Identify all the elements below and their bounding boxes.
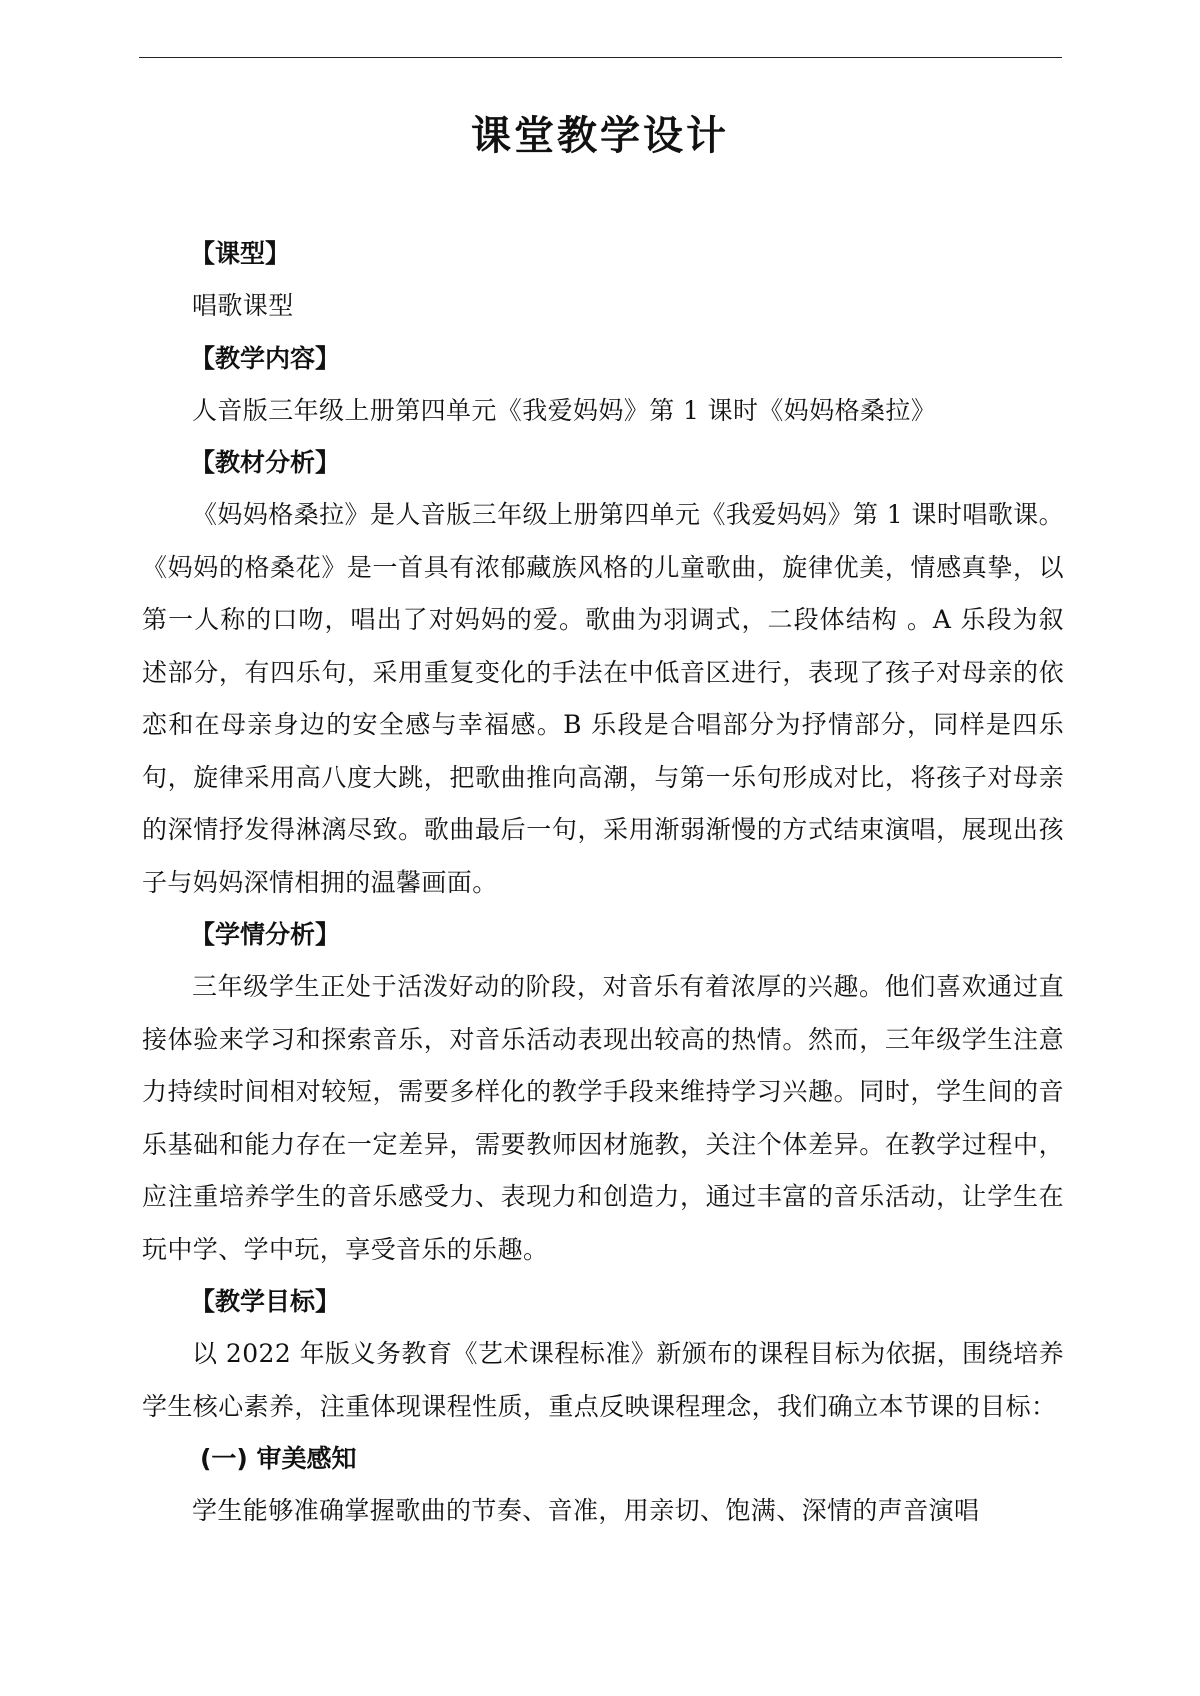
header-rule [139,57,1062,58]
subsection-heading-aesthetic-perception: (一) 审美感知 [200,1444,357,1473]
section-heading-student-analysis: 【学情分析】 [190,920,341,949]
section-body-material-analysis: 《妈妈格桑拉》是人音版三年级上册第四单元《我爱妈妈》第 1 课时唱歌课。《妈妈的格桑花》是一首具有浓郁藏族风格的儿童歌曲，旋律优美，情感真挚，以第一人称的口吻，唱出了对妈妈的爱。歌曲为羽调式，二段体结构 。A 乐段为叙述部分，有四乐句，采用重复变化的手法在中低音区进行，表现了孩子对母亲的依恋和在母亲身边的安全感与幸福感。B 乐段是合唱部分为抒情部分，同样是四乐句，旋律采用高八度大跳，把歌曲推向高潮，与第一乐句形成对比，将孩子对母亲的深情抒发得淋漓尽致。歌曲最后一句，采用渐弱渐慢的方式结束演唱，展现出孩子与妈妈深情相拥的温馨画面。 [142,500,1064,897]
section-body-teaching-content: 人音版三年级上册第四单元《我爱妈妈》第 1 课时《妈妈格桑拉》 [192,395,937,425]
subsection-body-aesthetic-perception: 学生能够准确掌握歌曲的节奏、音准，用亲切、饱满、深情的声音演唱 [192,1496,980,1525]
section-heading-teaching-goals: 【教学目标】 [190,1287,341,1316]
section-heading-teaching-content: 【教学内容】 [190,343,341,373]
document-title: 课堂教学设计 [471,113,729,159]
section-heading-lesson-type: 【课型】 [190,239,291,268]
section-heading-material-analysis: 【教材分析】 [190,448,341,477]
section-body-lesson-type: 唱歌课型 [192,291,294,320]
section-body-teaching-goals: 以 2022 年版义务教育《艺术课程标准》新颁布的课程目标为依据，围绕培养学生核心素养，注重体现课程性质，重点反映课程理念，我们确立本节课的目标： [142,1339,1064,1421]
document-body [142,228,1064,1538]
section-body-student-analysis: 三年级学生正处于活泼好动的阶段，对音乐有着浓厚的兴趣。他们喜欢通过直接体验来学习和探索音乐，对音乐活动表现出较高的热情。然而，三年级学生注意力持续时间相对较短，需要多样化的教学手段来维持学习兴趣。同时，学生间的音乐基础和能力存在一定差异，需要教师因材施教，关注个体差异。在教学过程中，应注重培养学生的音乐感受力、表现力和创造力，通过丰富的音乐活动，让学生在玩中学、学中玩，享受音乐的乐趣。 [142,972,1064,1264]
